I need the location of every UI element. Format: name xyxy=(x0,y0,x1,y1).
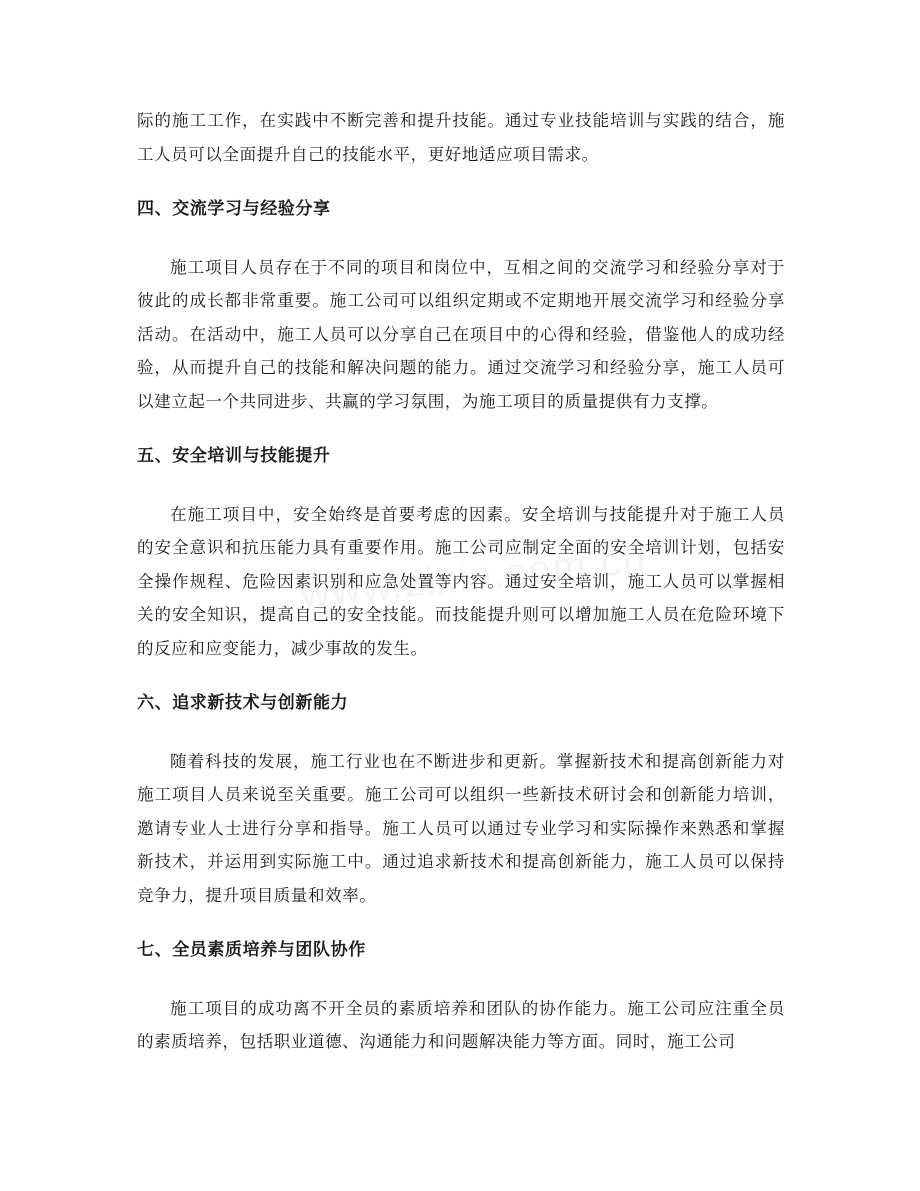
section-body-7: 施工项目的成功离不开全员的素质培养和团队的协作能力。施工公司应注重全员的素质培养，包括职业道德、沟通能力和问题解决能力等方面。同时，施工公司 xyxy=(137,998,785,1051)
section-heading-6: 六、追求新技术与创新能力 xyxy=(137,693,349,713)
section-heading-7: 七、全员素质培养与团队协作 xyxy=(137,940,366,960)
section-heading-4: 四、交流学习与经验分享 xyxy=(137,199,331,219)
section-body-5: 在施工项目中，安全始终是首要考虑的因素。安全培训与技能提升对于施工人员的安全意识和抗压能力具有重要作用。施工公司应制定全面的安全培训计划，包括安全操作规程、危险因素识别和应急处置等内容。通过安全培训，施工人员可以掌握相关的安全知识，提高自己的安全技能。而技能提升则可以增加施工人员在危险环境下的反应和应变能力，减少事故的发生。 xyxy=(137,504,785,658)
section-heading-5: 五、安全培训与技能提升 xyxy=(137,446,331,466)
section-body-6: 随着科技的发展，施工行业也在不断进步和更新。掌握新技术和提高创新能力对施工项目人员来说至关重要。施工公司可以组织一些新技术研讨会和创新能力培训，邀请专业人士进行分享和指导。施工人员可以通过专业学习和实际操作来熟悉和掌握新技术，并运用到实际施工中。通过追求新技术和提高创新能力，施工人员可以保持竞争力，提升项目质量和效率。 xyxy=(137,751,785,905)
section-body-4: 施工项目人员存在于不同的项目和岗位中，互相之间的交流学习和经验分享对于彼此的成长都非常重要。施工公司可以组织定期或不定期地开展交流学习和经验分享活动。在活动中，施工人员可以分享自己在项目中的心得和经验，借鉴他人的成功经验，从而提升自己的技能和解决问题的能力。通过交流学习和经验分享，施工人员可以建立起一个共同进步、共赢的学习氛围，为施工项目的质量提供有力支撑。 xyxy=(137,257,785,411)
intro-paragraph: 际的施工工作，在实践中不断完善和提升技能。通过专业技能培训与实践的结合，施工人员可以全面提升自己的技能水平，更好地适应项目需求。 xyxy=(137,111,785,164)
document-content xyxy=(137,104,785,1059)
